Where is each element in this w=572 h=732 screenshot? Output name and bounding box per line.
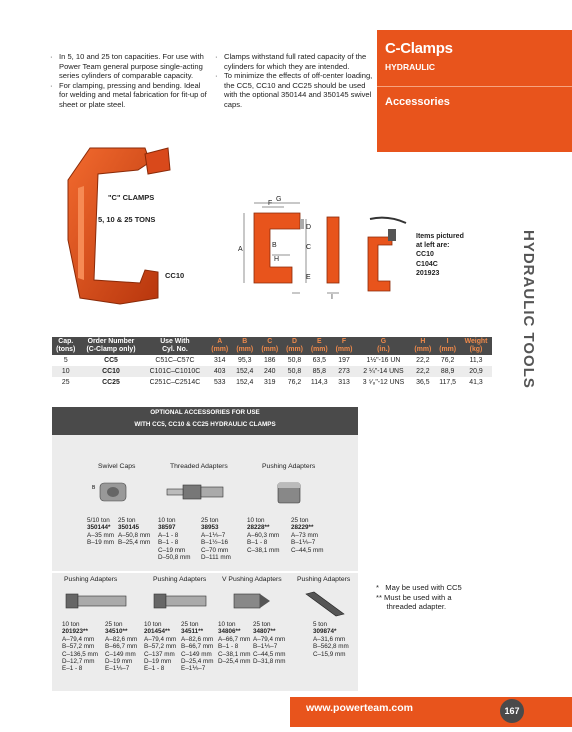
photo-caption: 5, 10 & 25 TONS xyxy=(98,215,156,224)
vertical-section-label: HYDRAULIC TOOLS xyxy=(520,230,537,389)
dim-label: B xyxy=(272,242,277,249)
photo-caption: "C" CLAMPS xyxy=(108,193,155,202)
options-title: OPTIONAL ACCESSORIES FOR USE xyxy=(150,409,260,416)
dim-label: I xyxy=(331,294,333,301)
clamp-cylinder-photo xyxy=(358,215,416,310)
left-bullets xyxy=(50,52,208,110)
bullet-item: · For clamping, pressing and bending. Ideal for welding and metal fabrication for fit-up of sheet or plate steel. xyxy=(50,81,208,110)
footnotes: * May be used with CC5 ** Must be used with a threaded adapter. xyxy=(376,583,462,612)
spec-block: 25 ton 34807** A–79,4 mm B–1⅕–7 C–44,5 mm D–31,8 mm xyxy=(253,621,286,666)
bullet-item: · Clamps withstand full rated capacity of the cylinders for which they are intended. xyxy=(215,52,373,71)
page-number: 167 xyxy=(500,699,524,723)
spec-block: 25 ton 28229** A–73 mm B–1⅕–7 C–44,5 mm xyxy=(291,517,324,554)
spec-block: 25 ton 34511** A–82,6 mm B–66,7 mm C–149 mm D–25,4 mm E–1⅕–7 xyxy=(181,621,214,673)
footer-url[interactable]: www.powerteam.com xyxy=(306,702,413,714)
dim-label: D xyxy=(306,224,312,231)
spec-block: 25 ton 38953 A–1⅕–7 B–1½–16 C–70 mm D–111 mm xyxy=(201,517,231,562)
spec-block: 5/10 ton 350144* A–35 mm B–19 mm xyxy=(87,517,114,547)
spec-block: 10 ton 28228** A–60,3 mm B–1 - 8 C–38,1 mm xyxy=(247,517,280,554)
c-clamp-photo xyxy=(50,140,210,315)
swivel-cap-sketch xyxy=(90,473,140,511)
bullet-item: · To minimize the effects of off-center loading, the CC5, CC10 and CC25 should be used with the optional 350144 and 350145 swivel caps. xyxy=(215,71,373,109)
spec-table xyxy=(52,337,492,388)
section-accessories: Accessories xyxy=(385,96,450,108)
section-subtitle: HYDRAULIC xyxy=(385,62,436,72)
dim-label: E xyxy=(306,274,311,281)
group-heading: V Pushing Adapters xyxy=(222,576,282,583)
group-heading: Pushing Adapters xyxy=(297,576,351,583)
dimension-diagram xyxy=(232,195,362,305)
pushing-adapter-sketch xyxy=(264,473,314,513)
dim-label: H xyxy=(274,256,280,263)
items-pictured: Items pictured at left are: CC10 C104C 201923 xyxy=(416,233,464,277)
group-heading: Threaded Adapters xyxy=(170,463,228,470)
spec-block: 10 ton 38597 A–1 - 8 B–1 - 8 C–19 mm D–50,8 mm xyxy=(158,517,191,562)
section-title: C-Clamps xyxy=(385,40,453,57)
group-heading: Pushing Adapters xyxy=(64,576,118,583)
spec-block: 25 ton 350145 A–50,8 mm B–25,4 mm xyxy=(118,517,151,547)
table-row: 10 CC10 C101C–C1010C 403 152,4 240 50,8 85,8 273 2 ¼"-14 UNS 22,2 88,9 20,9 xyxy=(52,366,492,377)
pushing-adapter-sketch xyxy=(148,586,218,616)
dim-label: A xyxy=(238,246,243,253)
section-divider xyxy=(377,86,572,87)
bullet-item: · In 5, 10 and 25 ton capacities. For use with Power Team general purpose single-acting series cylinders of comparable capacity. xyxy=(50,52,208,81)
threaded-adapter-sketch xyxy=(155,473,235,513)
pushing-adapter-sketch xyxy=(60,586,140,616)
spec-block: 10 ton 201454** A–79,4 mm B–57,2 mm C–137 mm D–19 mm E–1 - 8 xyxy=(144,621,177,673)
right-bullets xyxy=(215,52,373,110)
dim-label: F xyxy=(268,200,273,207)
pushing-adapter-sketch xyxy=(300,588,350,620)
spec-block: 25 ton 34510** A–82,6 mm B–66,7 mm C–149 mm D–19 mm E–1⅕–7 xyxy=(105,621,138,673)
spec-block: 10 ton 201923** A–79,4 mm B–57,2 mm C–136,5 mm D–12,7 mm E–1 - 8 xyxy=(62,621,99,673)
photo-model: CC10 xyxy=(165,271,185,280)
dim-label: G xyxy=(276,196,282,203)
v-pushing-adapter-sketch xyxy=(226,586,276,616)
table-row: 5 CC5 C51C–C57C 314 95,3 186 50,8 63,5 197 1½"-16 UN 22,2 76,2 11,3 xyxy=(52,355,492,366)
spec-block: 5 ton 309874* A–31,6 mm B–562,8 mm C–15,9 mm xyxy=(313,621,349,658)
table-header: Cap. (tons) Order Number (C-Clamp only) Use With Cyl. No. A (mm) B (mm) C (mm) D (mm) E (mm) F (mm) G (in.) H (mm) I (mm) Weight (kg) xyxy=(52,337,492,355)
dim-label: C xyxy=(306,244,312,251)
spec-block: 10 ton 34806** A–66,7 mm B–1 - 8 C–38,1 mm D–25,4 mm xyxy=(218,621,251,666)
table-row: 25 CC25 C251C–C2514C 533 152,4 319 76,2 114,3 313 3 ⁵⁄₈"-12 UNS 36,5 117,5 41,3 xyxy=(52,377,492,388)
group-heading: Swivel Caps xyxy=(98,463,136,470)
group-heading: Pushing Adapters xyxy=(262,463,316,470)
group-heading: Pushing Adapters xyxy=(153,576,207,583)
svg-text:B: B xyxy=(92,485,96,491)
options-subtitle: WITH CC5, CC10 & CC25 HYDRAULIC CLAMPS xyxy=(134,421,276,428)
